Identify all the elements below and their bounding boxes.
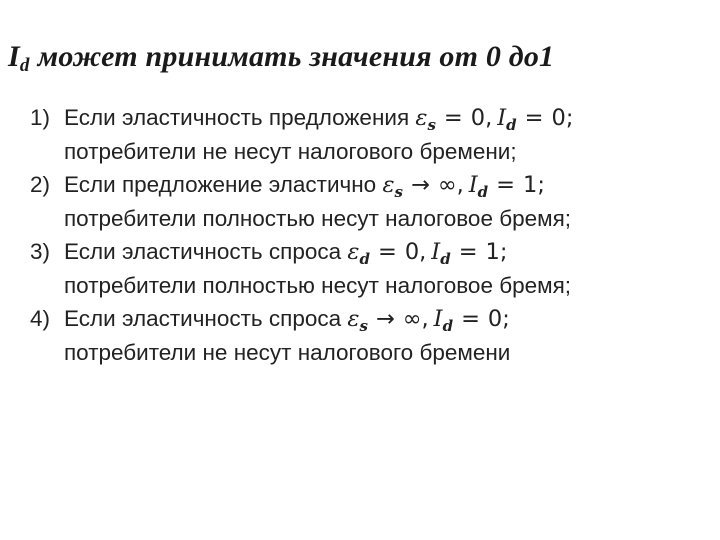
item-number: 4) [30,306,51,331]
incidence-symbol: $I_d$ [468,172,489,201]
item-text: Если предложение эластично [64,172,383,197]
item-line-1 [64,168,700,202]
list-item [30,168,700,235]
relation-operator: → [375,306,395,332]
equals-operator: = [458,239,478,265]
incidence-value: 1 [522,172,538,198]
relation-operator: = [377,239,397,265]
relation-operator: = [443,105,463,131]
item-number: 3) [30,239,51,264]
list-item [30,101,700,168]
separator: , [485,105,493,131]
item-line-2: потребители полностью несут налоговое бремя; [64,206,572,231]
elasticity-value: ∞ [437,172,457,198]
elasticity-symbol: $\varepsilon_s$ [415,105,436,134]
incidence-symbol: $I_d$ [431,239,451,268]
item-body [64,168,700,235]
incidence-symbol: $I_d$ [433,306,454,335]
elasticity-symbol: $\varepsilon_s$ [382,172,403,201]
item-line-1 [64,302,700,336]
item-line-1 [64,101,700,135]
slide-title [8,40,554,77]
item-text: Если эластичность спроса [64,306,348,331]
elasticity-symbol: $\varepsilon_s$ [347,306,368,335]
line-end: ; [499,239,508,265]
item-line-2: потребители полностью несут налоговое бремя; [64,273,572,298]
title-text: может принимать значения от 0 до1 [37,40,555,73]
item-body [64,235,700,302]
title-variable: I [8,40,20,73]
item-line-2: потребители не несут налогового бремени; [64,139,517,164]
item-body [64,302,700,369]
item-text: Если эластичность предложения [64,105,416,130]
title-variable-subscript: d [19,55,30,76]
item-body [64,101,700,168]
elasticity-value: 0 [404,239,420,265]
item-number: 2) [30,172,51,197]
line-end: ; [565,105,574,131]
item-line-2: потребители не несут налогового бремени [64,340,511,365]
incidence-value: 0 [487,306,503,332]
incidence-value: 1 [485,239,500,265]
elasticity-value: 0 [470,105,486,131]
elasticity-symbol: $\varepsilon_d$ [347,239,370,268]
item-text: Если эластичность спроса [64,239,348,264]
equals-operator: = [524,105,544,131]
item-number: 1) [30,105,51,130]
relation-operator: → [410,172,430,198]
incidence-value: 0 [551,105,566,131]
line-end: ; [537,172,545,198]
incidence-symbol: $I_d$ [497,105,517,134]
list-item [30,302,700,369]
item-line-1 [64,235,700,269]
conditions-list [30,101,700,369]
separator: , [456,172,464,198]
separator: , [419,239,427,265]
elasticity-value: ∞ [402,306,422,332]
line-end: ; [502,306,510,332]
separator: , [421,306,429,332]
list-item [30,235,700,302]
equals-operator: = [496,172,515,198]
equals-operator: = [461,306,480,332]
